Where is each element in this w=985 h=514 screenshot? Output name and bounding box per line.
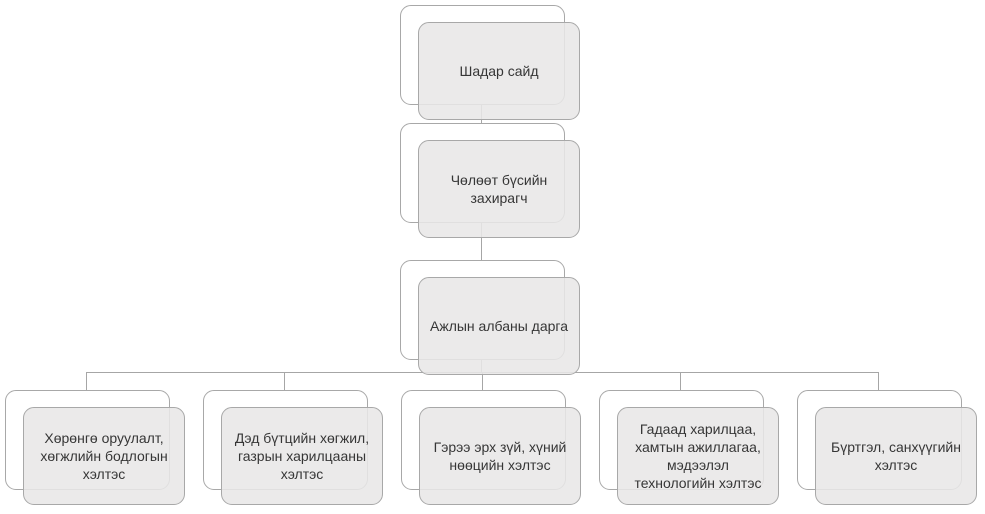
node-label: Гэрээ эрх зүй, хүний нөөцийн хэлтэс: [433, 438, 567, 473]
connector-drop-dept-5: [878, 372, 879, 391]
node-label: Гадаад харилцаа, хамтын ажиллагаа, мэдээлэл технологийн хэлтэс: [634, 420, 762, 492]
node-label: Хөрөнгө оруулалт, хөгжлийн бодлогын хэлтэс: [40, 429, 168, 483]
node-label: Ажлын албаны дарга: [429, 317, 568, 334]
node-box: [617, 407, 779, 505]
connector-drop-dept-2: [284, 372, 285, 391]
node-box: [815, 407, 977, 505]
node-box: [418, 140, 580, 238]
node-label: Дэд бүтцийн хөгжил, газрын харилцааны хэлтэс: [234, 429, 370, 483]
node-label: Чөлөөт бүсийн захирагч: [450, 171, 548, 206]
node-box: [221, 407, 383, 505]
node-box: [418, 22, 580, 120]
node-box: [419, 407, 581, 505]
node-box: [418, 277, 580, 375]
connector-drop-dept-4: [680, 372, 681, 391]
node-box: [23, 407, 185, 505]
connector-drop-dept-1: [86, 372, 87, 391]
node-label: Бүртгэл, санхүүгийн хэлтэс: [831, 438, 961, 473]
node-label: Шадар сайд: [459, 62, 539, 79]
